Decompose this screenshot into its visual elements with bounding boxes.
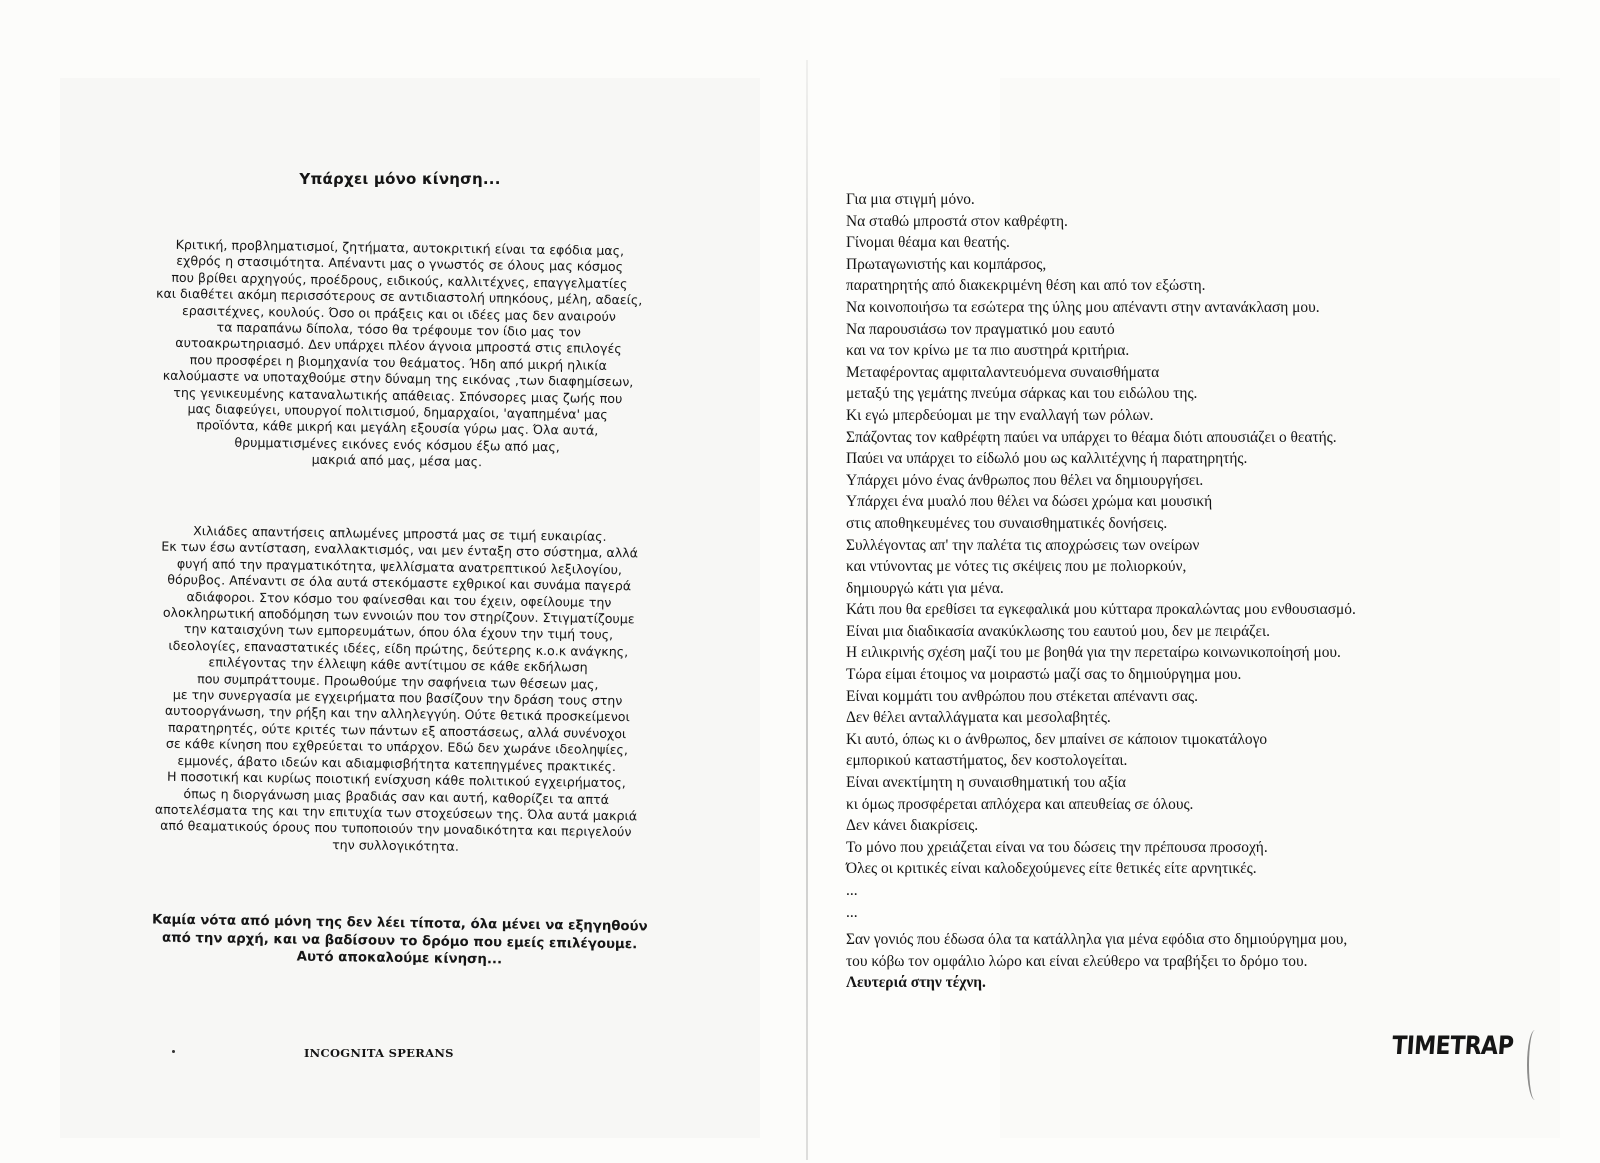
paragraph-line: σε κάθε κίνηση που εχθρεύεται το υπάρχον. Εδώ δεν χωράνε ιδεοληψίες,	[165, 736, 628, 758]
closing-line: από την αρχή, και να βαδίσουν το δρόμο που εμείς επιλέγουμε.	[161, 930, 638, 952]
poem-line: Όλες οι κριτικές είναι καλοδεχούμενες είτε θετικές είτε αρνητικές.	[846, 860, 1257, 878]
poem-line: ...	[846, 903, 858, 921]
paragraph-line: ολοκληρωτική αποδόμηση των εννοιών που τον στηρίζουν. Στιγματίζουμε	[162, 604, 635, 627]
paragraph-line: που βρίθει αρχηγούς, προέδρους, ειδικούς, καλλιτέχνες, επαγγελματίες	[171, 269, 628, 291]
paragraph-line: προϊόντα, κάθε μικρή και μεγάλη εξουσία γύρω μας. Όλα αυτά,	[196, 417, 599, 439]
poem-line: Πρωταγωνιστής και κομπάρσος,	[846, 255, 1047, 273]
paragraph-line: την καταισχύνη των εμπορευμάτων, όπου όλα έχουν την τιμή τους,	[183, 621, 614, 643]
page-fold	[806, 60, 808, 1160]
stray-dot	[172, 1050, 175, 1053]
poem-line: Υπάρχει μόνο ένας άνθρωπος που θέλει να δημιουργήσει.	[846, 471, 1204, 489]
poem-line: κι όμως προσφέρεται απλόχερα και απευθείας σε όλους.	[846, 795, 1194, 813]
poem-line: Γίνομαι θέαμα και θεατής.	[846, 234, 1010, 252]
poem-line: παρατηρητής από διακεκριμένη θέση και από τον εξώστη.	[846, 277, 1206, 295]
paragraph-line: αποτελέσματα της και την επιτυχία των στοχεύσεων της. Όλα αυτά μακριά	[154, 801, 638, 824]
poem-line: ...	[846, 882, 858, 899]
poem-line: Να σταθώ μπροστά στον καθρέφτη.	[846, 212, 1068, 230]
poem-line: του κόβω τον ομφάλιο λώρο και είναι ελεύθερο να τραβήξει το δρόμο του.	[846, 952, 1308, 970]
poem-line: Να κοινοποιήσω τα εσώτερα της ύλης μου απέναντι στην αντανάκλαση μου.	[846, 298, 1320, 316]
paragraph-line: αυτοοργάνωση, την ρήξη και την αλληλεγγύη. Ούτε θετικά προσκείμενοι	[164, 703, 630, 725]
closing-line: Καμία νότα από μόνη της δεν λέει τίποτα, όλα μένει να εξηγηθούν	[152, 912, 648, 935]
poem-line: εμπορικού καταστήματος, δεν κοστολογείται.	[846, 752, 1128, 770]
paragraph-line: Εκ των έσω αντίσταση, εναλλακτισμός, ναι μεν ένταξη στο σύστημα, αλλά	[161, 539, 639, 561]
paragraph-line: με την συνεργασία με εγχειρήματα που βασίζουν την δράση τους στην	[172, 686, 623, 709]
paragraph-line: μακριά από μας, μέσα μας.	[311, 452, 483, 470]
paragraph-line: της γενικευμένης καταναλωτικής απάθειας. Σπόνσορες μιας ζωής που	[173, 384, 623, 406]
paragraph-line: φυγή από την πραγματικότητα, ψελλίσματα ανατρεπτικού λεξιλογίου,	[176, 555, 623, 577]
poem-line: δημιουργώ κάτι για μένα.	[846, 579, 1004, 597]
paragraph-line: Κριτική, προβληματισμοί, ζητήματα, αυτοκριτική είναι τα εφόδια μας,	[175, 236, 625, 259]
paragraph-line: τα παραπάνω δίπολα, τόσο θα τρέφουμε τον ίδιο μας τον	[216, 319, 582, 340]
paragraph-line: θόρυβος. Απέναντι σε όλα αυτά στεκόμαστε εχθρικοί και συνάμα παγερά	[167, 571, 632, 594]
paragraph-line: που συμπράττουμε. Προωθούμε την σαφήνεια των θέσεων μας,	[197, 670, 599, 692]
paragraph-line: Η ποσοτική και κυρίως ποιοτική ενίσχυση κάθε πολιτικού εγχειρήματος,	[166, 768, 626, 791]
poem-line: μεταξύ της γεμάτης πνεύμα σάρκας και του ειδώλου της.	[846, 385, 1198, 403]
page-curl-mark	[1527, 1030, 1543, 1100]
poem-line: Κάτι που θα ερεθίσει τα εγκεφαλικά μου κύτταρα προκαλώντας μου ενθουσιασμό.	[846, 601, 1356, 619]
poem-line: και να τον κρίνω με τα πιο αυστηρά κριτήρια.	[846, 342, 1130, 360]
poem-line: Κι αυτό, όπως κι ο άνθρωπος, δεν μπαίνει σε κάποιον τιμοκατάλογο	[846, 730, 1268, 748]
right-page-poem	[846, 189, 1566, 994]
poem-line: στις αποθηκευμένες του συναισθηματικές δονήσεις.	[846, 514, 1168, 532]
poem-line: Παύει να υπάρχει το είδωλό μου ως καλλιτέχνης ή παρατηρητής.	[846, 450, 1248, 468]
poem-line: και ντύνοντας με νότες τις σκέψεις που με πολιορκούν,	[846, 558, 1187, 576]
paragraph-line: παρατηρητές, ούτε κριτές των πάντων εξ αποστάσεως, αλλά συνένοχοι	[167, 719, 627, 742]
paragraph-line: εμμονές, άβατο ιδεών και αδιαμφισβήτητα κατεπηγμένες πρακτικές.	[177, 752, 617, 774]
poem-line: Σαν γονιός που έδωσα όλα τα κατάλληλα για μένα εφόδια στο δημιούργημα μου,	[846, 931, 1348, 949]
poem-line: Είναι ανεκτίμητη η συναισθηματική του αξία	[846, 774, 1126, 792]
paragraph-line: από θεαματικούς όρους που τυποποιούν την μοναδικότητα και περιγελούν	[160, 817, 632, 840]
poem-final-line: Λευτεριά στην τέχνη.	[846, 974, 986, 992]
poem-line: Δεν κάνει διακρίσεις.	[846, 817, 979, 835]
paragraph-line: εχθρός η στασιμότητα. Απέναντι μας ο γνωστός σε όλους μας κόσμος	[176, 253, 624, 275]
poem-line: Είναι μια διαδικασία ανακύκλωσης του εαυτού μου, δεν με πειράζει.	[846, 622, 1270, 640]
poem-line: Για μια στιγμή μόνο.	[846, 191, 975, 208]
poem-line: Υπάρχει ένα μυαλό που θέλει να δώσει χρώμα και μουσική	[846, 493, 1213, 511]
poem-line: Να παρουσιάσω τον πραγματικό μου εαυτό	[846, 320, 1115, 338]
paragraph-line: ιδεολογίες, επαναστατικές ιδέες, είδη πρώτης, δεύτερης κ.ο.κ ανάγκης,	[168, 637, 629, 660]
paragraph-line: καλούμαστε να υποταχθούμε στην δύναμη της εικόνας ,των διαφημίσεων,	[162, 367, 634, 390]
poem-line: Το μόνο που χρειάζεται είναι να του δώσεις την πρέπουσα προσοχή.	[846, 838, 1268, 856]
left-page-title: Υπάρχει μόνο κίνηση...	[299, 170, 501, 188]
paragraph-line: αδιάφοροι. Στον κόσμο του φαίνεσθαι και του έχειν, οφείλουμε την	[186, 588, 612, 610]
poem-line: Μεταφέροντας αμφιταλαντευόμενα συναισθήματα	[846, 363, 1160, 381]
closing-line: Αυτό αποκαλούμε κίνηση...	[296, 949, 503, 968]
poem-line: Τώρα είμαι έτοιμος να μοιραστώ μαζί σας το δημιούργημα μου.	[846, 666, 1242, 684]
paragraph-line: ερασιτέχνες, κουλούς. Όσο οι πράξεις και οι ιδέες μας δεν αναιρούν	[181, 302, 617, 324]
poem-line: Δεν θέλει ανταλλάγματα και μεσολαβητές.	[846, 709, 1111, 727]
paragraph-line: την συλλογικότητα.	[332, 836, 460, 854]
left-closing-statement	[91, 911, 708, 972]
poem-line: Σπάζοντας τον καθρέφτη παύει να υπάρχει το θέαμα διότι απουσιάζει ο θεατής.	[846, 428, 1337, 446]
paragraph-line: θρυμματισμένες εικόνες ενός κόσμου έξω από μας,	[234, 434, 560, 455]
left-paragraph-1	[99, 236, 698, 474]
left-paragraph-2	[97, 522, 698, 858]
poem-line: Η ειλικρινής σχέση μαζί του με βοηθά για την περεταίρω κοινωνικοποίησή μου.	[846, 644, 1341, 662]
right-signature: TIMETRAP	[1390, 1032, 1515, 1061]
paragraph-line: επιλέγοντας την έλλειψη κάθε αντίτιμου σε κάθε εκδήλωση	[208, 654, 588, 675]
paragraph-line: Χιλιάδες απαντήσεις απλωμένες μπροστά μας σε τιμή ευκαιρίας.	[193, 523, 607, 544]
poem-line: Είναι κομμάτι του ανθρώπου που στέκεται απέναντι σας.	[846, 687, 1198, 705]
paragraph-line: μας διαφεύγει, υπουργοί πολιτισμού, δημαρχαίοι, 'αγαπημένα' μας	[187, 401, 608, 422]
paragraph-line: που προσφέρει η βιομηχανία του θεάματος. Ήδη από μικρή ηλικία	[189, 351, 607, 373]
left-signature: INCOGNITA SPERANS	[304, 1046, 454, 1060]
paragraph-line: και διαθέτει ακόμη περισσότερους σε αντιδιαστολή υπηκόους, μέλη, αδαείς,	[155, 285, 643, 308]
poem-line: Συλλέγοντας απ' την παλέτα τις αποχρώσεις των ονείρων	[846, 536, 1200, 554]
paragraph-line: αυτοακρωτηριασμό. Δεν υπάρχει πλέον άγνοια μπροστά στις επιλογές	[175, 335, 622, 357]
paragraph-line: όπως η διοργάνωση μιας βραδιάς σαν και αυτή, καθορίζει τα απτά	[183, 785, 610, 807]
poem-line: Κι εγώ μπερδεύομαι με την εναλλαγή των ρόλων.	[846, 406, 1154, 424]
